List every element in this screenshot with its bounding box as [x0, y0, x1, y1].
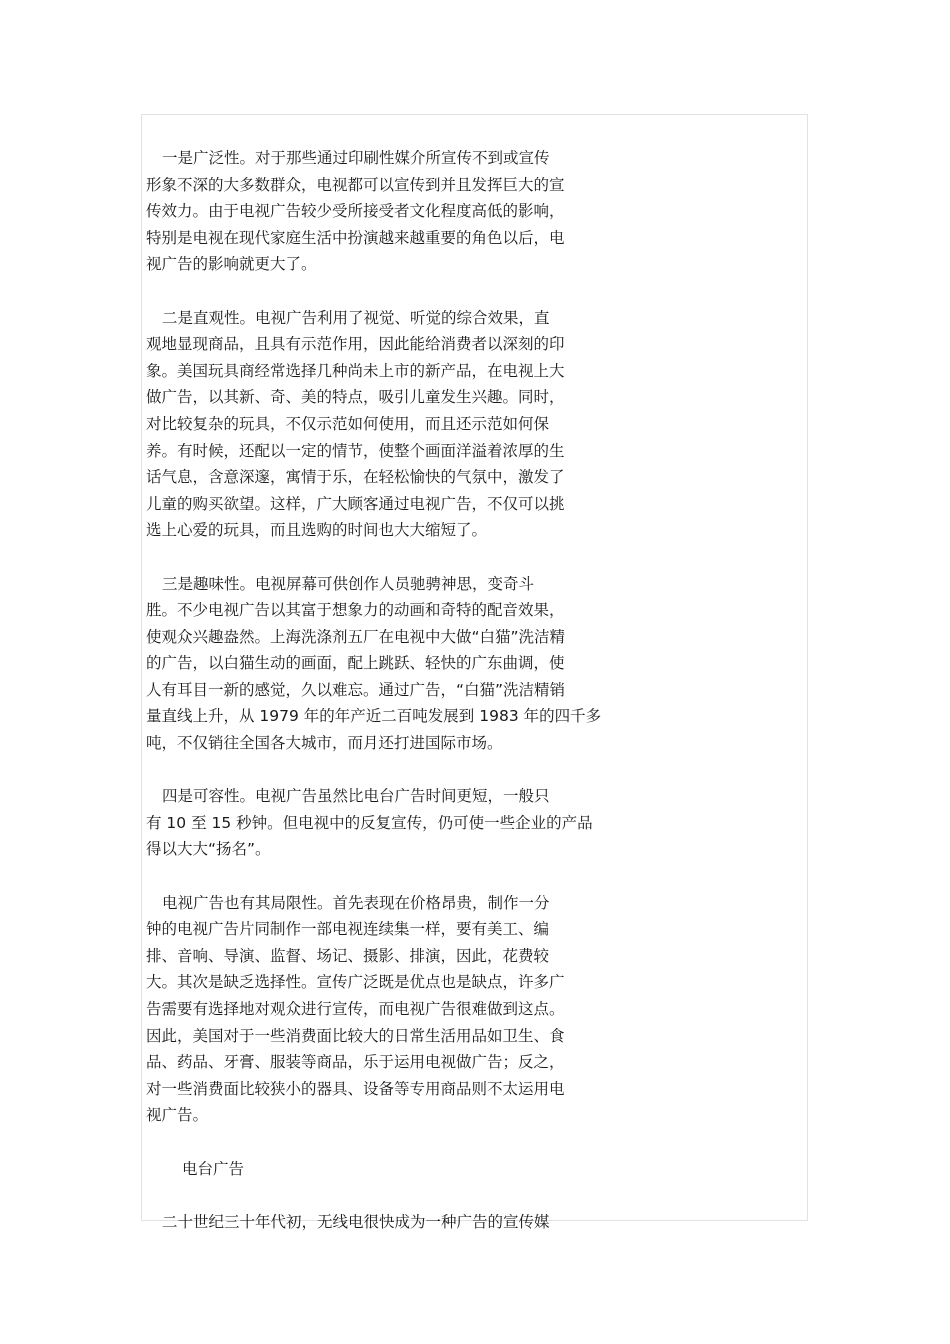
paragraph-interest: [146, 571, 626, 757]
text-line: 因此，美国对于一些消费面比较大的日常生活用品如卫生、食: [146, 1026, 565, 1045]
text-line: 特别是电视在现代家庭生活中扮演越来越重要的角色以后，电: [146, 228, 565, 247]
text-line: 四是可容性。电视广告虽然比电台广告时间更短，一般只: [162, 787, 550, 806]
paragraph-gap: [146, 863, 626, 890]
text-line: 有 10 至 15 秒钟。但电视中的反复宣传，仍可使一些企业的产品: [146, 813, 593, 832]
text-line: 做广告，以其新、奇、美的特点，吸引儿童发生兴趣。同时，: [146, 388, 565, 407]
section-heading: 电台广告: [182, 1159, 245, 1178]
text-line: 儿童的购买欲望。这样，广大顾客通过电视广告，不仅可以挑: [146, 494, 565, 513]
text-line: 视广告的影响就更大了。: [146, 255, 317, 274]
document-page: [141, 114, 808, 1231]
text-line: 人有耳目一新的感觉，久以难忘。通过广告，“白猫”洗洁精销: [146, 680, 566, 699]
text-line: 大。其次是缺乏选择性。宣传广泛既是优点也是缺点，许多广: [146, 973, 565, 992]
text-line: 告需要有选择地对观众进行宣传，而电视广告很难做到这点。: [146, 1000, 565, 1018]
text-line: 排、音响、导演、监督、场记、摄影、排演，因此，花费较: [146, 946, 550, 965]
paragraph-intuitiveness: [146, 305, 626, 544]
text-line: 养。有时候，还配以一定的情节，使整个画面洋溢着浓厚的生: [146, 441, 565, 460]
text-line: 品、药品、牙膏、服装等商品，乐于运用电视做广告；反之，: [146, 1053, 565, 1072]
text-line: 吨，不仅销往全国各大城市，而月还打进国际市场。: [146, 734, 503, 753]
paragraph-gap: [146, 1129, 626, 1156]
text-line: 电视广告也有其局限性。首先表现在价格昂贵，制作一分: [162, 893, 550, 912]
text-line: 量直线上升，从 1979 年的年产近二百吨发展到 1983 年的四千多: [146, 707, 602, 726]
document-body: [146, 145, 626, 1235]
text-line: 视广告。: [146, 1106, 209, 1125]
text-line: 钟的电视广告片同制作一部电视连续集一样，要有美工、编: [146, 920, 550, 939]
text-line: 得以大大“扬名”。: [146, 840, 271, 859]
text-line: 三是趣味性。电视屏幕可供创作人员驰骋神思，变奇斗: [162, 574, 535, 593]
text-line: 二是直观性。电视广告利用了视觉、听觉的综合效果，直: [162, 308, 550, 327]
text-line: 对一些消费面比较狭小的器具、设备等专用商品则不太运用电: [146, 1079, 565, 1098]
text-line: 象。美国玩具商经常选择几种尚未上市的新产品，在电视上大: [146, 361, 565, 380]
text-line: 话气息，含意深邃，寓情于乐，在轻松愉快的气氛中，激发了: [146, 468, 565, 487]
text-line: 胜。不少电视广告以其富于想象力的动画和奇特的配音效果，: [146, 601, 565, 620]
text-line: 对比较复杂的玩具，不仅示范如何使用，而且还示范如何保: [146, 414, 550, 433]
paragraph-gap: [146, 278, 626, 305]
paragraph-gap: [146, 1182, 626, 1209]
text-line: 形象不深的大多数群众，电视都可以宣传到并且发挥巨大的宣: [146, 175, 565, 194]
text-line: 一是广泛性。对于那些通过印刷性媒介所宣传不到或宣传: [162, 149, 550, 167]
paragraph-limitations: [146, 890, 626, 1129]
text-line: 选上心爱的玩具，而且选购的时间也大大缩短了。: [146, 521, 488, 540]
text-line: 的广告，以白猫生动的画面，配上跳跃、轻快的广东曲调，使: [146, 654, 565, 673]
paragraph-gap: [146, 757, 626, 784]
text-line: 使观众兴趣盎然。上海洗涤剂五厂在电视中大做“白猫”洗洁精: [146, 627, 566, 646]
paragraph-capacity: [146, 783, 626, 863]
text-line: 观地显现商品，且具有示范作用，因此能给消费者以深刻的印: [146, 335, 565, 354]
paragraph-gap: [146, 544, 626, 571]
text-line: 二十世纪三十年代初，无线电很快成为一种广告的宣传媒: [162, 1212, 550, 1231]
text-line: 传效力。由于电视广告较少受所接受者文化程度高低的影响，: [146, 202, 565, 221]
paragraph-breadth: [146, 145, 626, 278]
